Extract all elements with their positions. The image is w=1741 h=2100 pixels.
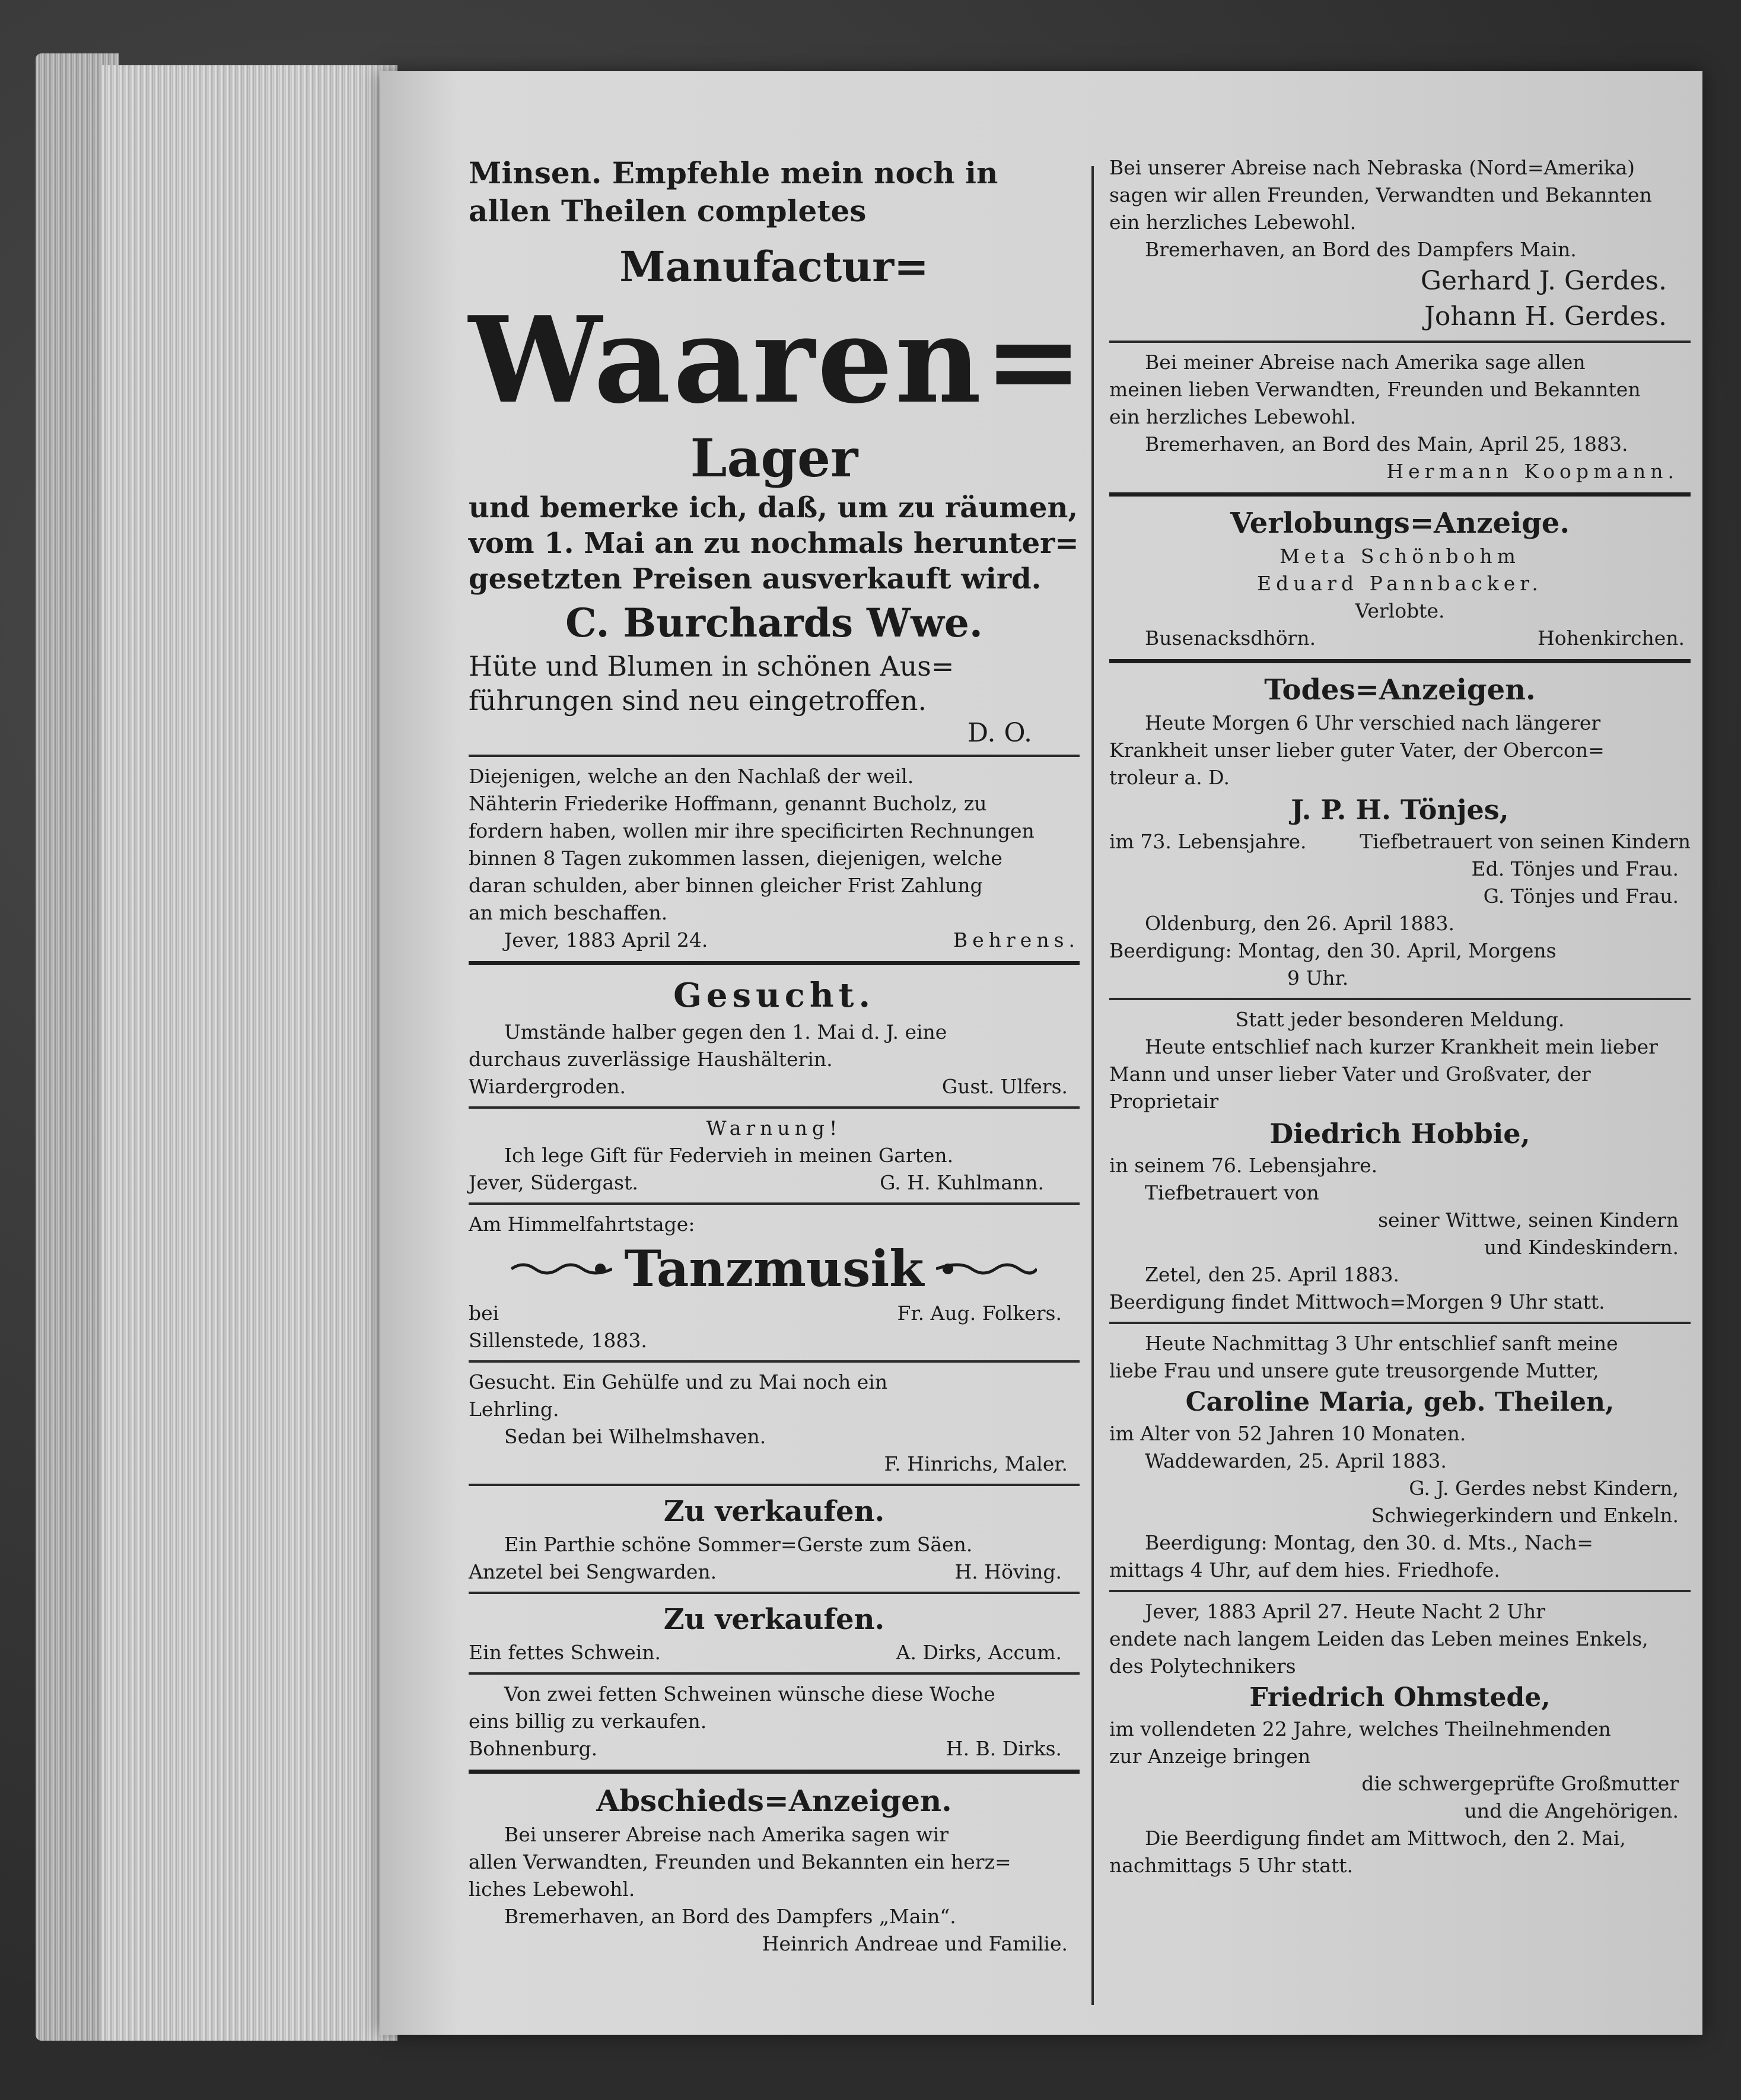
- newspaper-page: [380, 71, 1702, 2035]
- ad-text: Heute Morgen 6 Uhr verschied nach längerer: [1145, 711, 1601, 734]
- ad-title: Abschieds=Anzeigen.: [596, 1783, 952, 1818]
- ad-title: Todes=Anzeigen.: [1264, 673, 1536, 707]
- divider: [469, 1202, 1080, 1205]
- ad-title: Zu verkaufen.: [663, 1495, 885, 1528]
- ad-text: troleur a. D.: [1109, 766, 1230, 789]
- ad-text: ein herzliches Lebewohl.: [1109, 211, 1357, 234]
- ad-text: Diejenigen, welche an den Nachlaß der weil.: [469, 765, 914, 788]
- ad-text: Minsen. Empfehle mein noch in: [469, 155, 998, 190]
- divider: [469, 1360, 1080, 1363]
- ad-text: Bei meiner Abreise nach Amerika sage allen: [1145, 351, 1586, 374]
- ad-place: Bremerhaven, an Bord des Dampfers „Main“.: [504, 1905, 956, 1928]
- ad-title: Zu verkaufen.: [663, 1603, 885, 1636]
- ad-text: Umstände halber gegen den 1. Mai d. J. eine: [504, 1020, 947, 1043]
- ad-verlobung: [1109, 504, 1691, 652]
- ad-place: Sedan bei Wilhelmshaven.: [504, 1425, 766, 1448]
- ad-signature: Heinrich Andreae und Familie.: [762, 1932, 1068, 1955]
- ad-text: Ed. Tönjes und Frau.: [1471, 857, 1679, 880]
- ad-signature: Johann H. Gerdes.: [1424, 301, 1667, 332]
- ad-text: und Kindeskindern.: [1484, 1236, 1679, 1259]
- ad-title: Gesucht.: [673, 976, 875, 1015]
- ad-text: Beerdigung findet Mittwoch=Morgen 9 Uhr statt.: [1109, 1290, 1605, 1313]
- ad-text: meinen lieben Verwandten, Freunden und Bekannten: [1109, 378, 1641, 401]
- ad-text: Die Beerdigung findet am Mittwoch, den 2. Mai,: [1145, 1827, 1626, 1850]
- ad-text: Von zwei fetten Schweinen wünsche diese Woche: [504, 1682, 995, 1706]
- ad-place: Anzetel bei Sengwarden.: [469, 1560, 717, 1583]
- page-stack: [101, 65, 397, 2041]
- divider: [1109, 998, 1691, 1000]
- ad-text: liebe Frau und unsere gute treusorgende Mutter,: [1109, 1359, 1599, 1382]
- ad-text: mittags 4 Uhr, auf dem hies. Friedhofe.: [1109, 1558, 1500, 1582]
- ad-place: Hohenkirchen.: [1537, 626, 1685, 650]
- ad-gesucht-haushaelterin: [469, 972, 1080, 1100]
- ad-abschied-koopmann: [1109, 349, 1691, 485]
- ornament-icon: [511, 1258, 612, 1280]
- ad-text: Nähterin Friederike Hoffmann, genannt Bucholz, zu: [469, 792, 987, 815]
- ad-text: zur Anzeige bringen: [1109, 1745, 1311, 1768]
- ad-text: binnen 8 Tagen zukommen lassen, diejenigen, welche: [469, 847, 1002, 870]
- left-column: [469, 154, 1086, 1958]
- ad-name: Diedrich Hobbie,: [1269, 1118, 1530, 1150]
- ad-text: G. Tönjes und Frau.: [1483, 884, 1679, 908]
- ad-signature: Gust. Ulfers.: [941, 1075, 1068, 1098]
- ad-gesucht-gehuelfe: [469, 1369, 1080, 1478]
- ad-text: an mich beschaffen.: [469, 901, 668, 924]
- ad-signature: H. Höving.: [954, 1560, 1062, 1583]
- ad-abschied-nebraska: [1109, 154, 1691, 335]
- ad-todes-toenjes: [1109, 670, 1691, 992]
- column-divider: [1091, 166, 1094, 2005]
- ad-signature: G. H. Kuhlmann.: [880, 1171, 1044, 1194]
- divider: [469, 1770, 1080, 1774]
- ad-text: Ich lege Gift für Federvieh in meinen Garten.: [504, 1144, 954, 1167]
- ad-name: J. P. H. Tönjes,: [1291, 794, 1509, 826]
- ad-text: Verlobte.: [1355, 599, 1445, 622]
- ad-text: eins billig zu verkaufen.: [469, 1710, 707, 1733]
- ad-title: Manufactur=: [619, 242, 929, 291]
- ad-text: Krankheit unser lieber guter Vater, der Obercon=: [1109, 739, 1605, 762]
- divider: [1109, 1590, 1691, 1592]
- divider: [469, 1106, 1080, 1109]
- ad-text: und die Angehörigen.: [1464, 1799, 1679, 1822]
- ad-name: Eduard Pannbacker.: [1257, 572, 1543, 595]
- right-column: [1109, 154, 1691, 1879]
- ad-place: Busenacksdhörn.: [1145, 626, 1316, 650]
- ad-tanzmusik: [469, 1211, 1080, 1354]
- ad-signature: D. O.: [967, 718, 1032, 748]
- divider: [469, 1672, 1080, 1675]
- ad-text: Mann und unser lieber Vater und Großvater, der: [1109, 1062, 1591, 1086]
- ad-text: im Alter von 52 Jahren 10 Monaten.: [1109, 1422, 1466, 1445]
- ad-text: Jever, 1883 April 27. Heute Nacht 2 Uhr: [1145, 1600, 1546, 1623]
- ad-text: fordern haben, wollen mir ihre specificirten Rechnungen: [469, 819, 1035, 842]
- ad-text: Ein fettes Schwein.: [469, 1641, 661, 1664]
- divider: [1109, 659, 1691, 663]
- ad-text: liches Lebewohl.: [469, 1878, 635, 1901]
- ad-text: Heute Nachmittag 3 Uhr entschlief sanft meine: [1145, 1332, 1618, 1355]
- ad-place: Bremerhaven, an Bord des Dampfers Main.: [1145, 238, 1577, 261]
- ad-title: Verlobungs=Anzeige.: [1230, 507, 1570, 540]
- ad-text: die schwergeprüfte Großmutter: [1361, 1772, 1679, 1795]
- divider: [469, 755, 1080, 757]
- ad-title: Tanzmusik: [624, 1239, 924, 1298]
- ad-place: Oldenburg, den 26. April 1883.: [1145, 912, 1454, 935]
- ad-place: Bremerhaven, an Bord des Main, April 25, 1883.: [1145, 432, 1628, 456]
- ad-text: allen Verwandten, Freunden und Bekannten ein herz=: [469, 1850, 1011, 1873]
- ad-text: und bemerke ich, daß, um zu räumen,: [469, 491, 1078, 524]
- ad-abschied: [469, 1781, 1080, 1958]
- ad-name: Meta Schönbohm: [1280, 545, 1520, 568]
- ad-text: Hüte und Blumen in schönen Aus=: [469, 650, 954, 682]
- ad-text: ein herzliches Lebewohl.: [1109, 405, 1357, 428]
- ad-signature: H. B. Dirks.: [946, 1737, 1062, 1760]
- ad-name: Caroline Maria, geb. Theilen,: [1185, 1387, 1615, 1417]
- ad-verkaufen-gerste: [469, 1492, 1080, 1586]
- ad-text: G. J. Gerdes nebst Kindern,: [1409, 1477, 1679, 1500]
- ad-signature: Behrens.: [953, 928, 1080, 952]
- ad-manufactur-waaren: [469, 154, 1086, 749]
- ad-text: Statt jeder besonderen Meldung.: [1235, 1008, 1565, 1031]
- ad-nachlass: [469, 763, 1080, 954]
- ad-signature: Hermann Koopmann.: [1386, 460, 1679, 483]
- ad-text: endete nach langem Leiden das Leben meines Enkels,: [1109, 1627, 1648, 1650]
- ad-text: Bei unserer Abreise nach Nebraska (Nord=Amerika): [1109, 156, 1635, 179]
- ad-todes-theilen: [1109, 1330, 1691, 1584]
- ad-text: im 73. Lebensjahre.: [1109, 830, 1307, 853]
- ad-place: Zetel, den 25. April 1883.: [1145, 1263, 1399, 1286]
- ad-text: in seinem 76. Lebensjahre.: [1109, 1154, 1378, 1177]
- ad-title: Warnung!: [706, 1116, 842, 1140]
- ad-text: Beerdigung: Montag, den 30. d. Mts., Nach=: [1145, 1531, 1593, 1554]
- ad-warnung: [469, 1115, 1080, 1197]
- divider: [1109, 492, 1691, 497]
- ad-text: vom 1. Mai an zu nochmals herunter=: [469, 527, 1079, 560]
- ad-place: Sillenstede, 1883.: [469, 1329, 647, 1352]
- ad-place: Jever, Südergast.: [469, 1171, 638, 1194]
- ad-text: Heute entschlief nach kurzer Krankheit mein lieber: [1145, 1035, 1658, 1058]
- ad-text: Ein Parthie schöne Sommer=Gerste zum Säen.: [504, 1533, 973, 1556]
- ad-name: Friedrich Ohmstede,: [1249, 1682, 1551, 1713]
- divider: [1109, 341, 1691, 343]
- ad-signature: Gerhard J. Gerdes.: [1420, 266, 1667, 296]
- ad-todes-hobbie: [1109, 1006, 1691, 1316]
- ad-text: Tiefbetrauert von seinen Kindern: [1360, 830, 1691, 853]
- ad-todes-ohmstede: [1109, 1598, 1691, 1879]
- ad-title-large: Waaren=: [469, 291, 1086, 430]
- ad-verkaufen-schwein: [469, 1600, 1080, 1666]
- ad-text: bei: [469, 1302, 499, 1325]
- ad-text: nachmittags 5 Uhr statt.: [1109, 1854, 1353, 1877]
- ad-name: C. Burchards Wwe.: [565, 600, 983, 646]
- ad-signature: F. Hinrichs, Maler.: [884, 1452, 1068, 1475]
- ad-text: durchaus zuverlässige Haushälterin.: [469, 1048, 833, 1071]
- ad-text: daran schulden, aber binnen gleicher Frist Zahlung: [469, 874, 983, 897]
- ad-text: Am Himmelfahrtstage:: [469, 1213, 695, 1236]
- divider: [469, 961, 1080, 965]
- ad-text: 9 Uhr.: [1287, 966, 1349, 989]
- ad-text: Proprietair: [1109, 1090, 1219, 1113]
- ad-text: Beerdigung: Montag, den 30. April, Morgens: [1109, 939, 1557, 962]
- ad-text: des Polytechnikers: [1109, 1654, 1296, 1678]
- ad-text: Lehrling.: [469, 1398, 559, 1421]
- ad-place: Bohnenburg.: [469, 1737, 598, 1760]
- ad-text: seiner Wittwe, seinen Kindern: [1378, 1208, 1679, 1232]
- ad-title: Lager: [690, 427, 858, 489]
- ad-text: gesetzten Preisen ausverkauft wird.: [469, 562, 1042, 596]
- ad-place: Wiardergroden.: [469, 1075, 626, 1098]
- ad-text: Gesucht. Ein Gehülfe und zu Mai noch ein: [469, 1370, 888, 1393]
- divider: [469, 1592, 1080, 1594]
- divider: [1109, 1322, 1691, 1324]
- ornament-icon: [936, 1258, 1037, 1280]
- ad-text: führungen sind neu eingetroffen.: [469, 685, 927, 717]
- ad-place: Waddewarden, 25. April 1883.: [1145, 1449, 1447, 1472]
- ad-text: allen Theilen completes: [469, 193, 867, 228]
- ad-text: Tiefbetrauert von: [1145, 1181, 1319, 1204]
- ad-text: Schwiegerkindern und Enkeln.: [1371, 1504, 1679, 1527]
- ad-signature: Fr. Aug. Folkers.: [897, 1302, 1062, 1325]
- ad-signature: A. Dirks, Accum.: [896, 1641, 1062, 1664]
- ad-text: sagen wir allen Freunden, Verwandten und Bekannten: [1109, 183, 1652, 206]
- ad-text: Bei unserer Abreise nach Amerika sagen wir: [504, 1823, 949, 1846]
- ad-schweine: [469, 1681, 1080, 1762]
- ad-place: Jever, 1883 April 24.: [504, 928, 708, 952]
- divider: [469, 1484, 1080, 1486]
- ad-text: im vollendeten 22 Jahre, welches Theilnehmenden: [1109, 1717, 1611, 1741]
